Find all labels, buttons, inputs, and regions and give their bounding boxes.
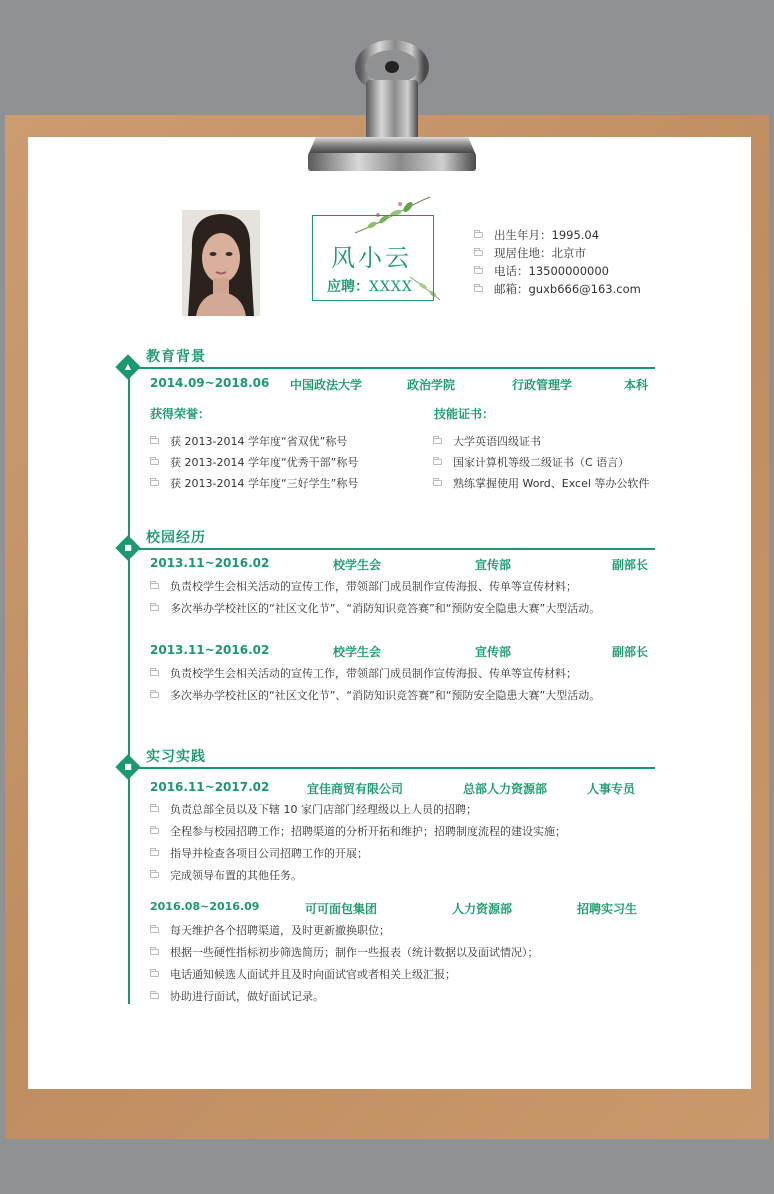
timeline-line xyxy=(128,357,130,1004)
internship-item xyxy=(150,800,477,818)
campus-text: 多次举办学校社区的“社区文化节”、“消防知识竞答赛”和“预防安全隐患大赛”大型活动。 xyxy=(170,689,601,702)
apply-value: XXXX xyxy=(369,279,413,295)
internship-text: 协助进行面试，做好面试记录。 xyxy=(170,990,324,1003)
campus-title: 校园经历 xyxy=(146,530,206,546)
info-phone xyxy=(474,262,641,280)
folder-bullet-icon xyxy=(433,480,442,486)
folder-bullet-icon xyxy=(474,250,483,256)
internship-item xyxy=(150,987,324,1005)
education-college: 政治学院 xyxy=(407,378,456,392)
internship-text: 全程参与校园招聘工作；招聘渠道的分析开拓和维护；招聘制度流程的建设实施； xyxy=(170,825,566,838)
internship-role: 招聘实习生 xyxy=(577,902,638,916)
folder-bullet-icon xyxy=(150,670,159,676)
folder-bullet-icon xyxy=(150,872,159,878)
internship-text: 根据一些硬性指标初步筛选简历；制作一些报表（统计数据以及面试情况）； xyxy=(170,946,539,959)
honor-item xyxy=(150,474,358,492)
folder-bullet-icon xyxy=(474,268,483,274)
section-divider xyxy=(137,548,655,550)
internship-dept: 人力资源部 xyxy=(452,902,513,916)
folder-bullet-icon xyxy=(150,692,159,698)
skill-text: 大学英语四级证书 xyxy=(453,435,541,448)
skill-item xyxy=(433,453,629,471)
section-divider xyxy=(137,767,655,769)
apply-label: 应聘： xyxy=(327,279,369,295)
campus-org: 校学生会 xyxy=(333,645,382,659)
folder-bullet-icon xyxy=(474,232,483,238)
briefcase-icon: ■ xyxy=(115,535,140,560)
campus-text: 负责校学生会相关活动的宣传工作，带领部门成员制作宣传海报、传单等宣传材料； xyxy=(170,580,577,593)
campus-period: 2013.11~2016.02 xyxy=(150,643,270,657)
internship-item xyxy=(150,965,456,983)
graduation-cap-icon: ▲ xyxy=(115,354,140,379)
campus-text: 负责校学生会相关活动的宣传工作，带领部门成员制作宣传海报、传单等宣传材料； xyxy=(170,667,577,680)
skill-text: 国家计算机等级二级证书（C 语言） xyxy=(453,456,630,469)
skill-item xyxy=(433,432,541,450)
campus-role: 副部长 xyxy=(612,558,649,572)
education-period: 2014.09~2018.06 xyxy=(150,376,270,390)
campus-dept: 宣传部 xyxy=(475,558,512,572)
skill-text: 熟练掌握使用 Word、Excel 等办公软件 xyxy=(453,477,650,490)
info-text: 邮箱：guxb666@163.com xyxy=(494,282,641,296)
section-divider xyxy=(137,367,655,369)
honor-text: 获 2013-2014 学年度“省双优”称号 xyxy=(170,435,348,448)
info-location xyxy=(474,244,641,262)
info-birth xyxy=(474,226,641,244)
folder-bullet-icon xyxy=(150,459,159,465)
internship-item xyxy=(150,866,302,884)
folder-bullet-icon xyxy=(150,828,159,834)
internship-title: 实习实践 xyxy=(146,749,206,765)
apply-position xyxy=(327,276,413,296)
honor-item xyxy=(150,432,347,450)
campus-role: 副部长 xyxy=(612,645,649,659)
folder-bullet-icon xyxy=(150,438,159,444)
internship-text: 完成领导布置的其他任务。 xyxy=(170,869,302,882)
folder-bullet-icon xyxy=(150,480,159,486)
internship-item xyxy=(150,822,566,840)
internship-item xyxy=(150,921,390,939)
binder-clip-icon xyxy=(300,25,480,185)
internship-text: 负责总部全员以及下辖 10 家门店部门经理级以上人员的招聘； xyxy=(170,803,477,816)
campus-org: 校学生会 xyxy=(333,558,382,572)
name-card xyxy=(312,215,434,301)
campus-text: 多次举办学校社区的“社区文化节”、“消防知识竞答赛”和“预防安全隐患大赛”大型活动。 xyxy=(170,602,601,615)
campus-item xyxy=(150,664,577,682)
personal-info xyxy=(474,226,641,298)
campus-dept: 宣传部 xyxy=(475,645,512,659)
internship-item xyxy=(150,844,368,862)
internship-text: 电话通知候选人面试并且及时向面试官或者相关上级汇报； xyxy=(170,968,456,981)
honors-title: 获得荣誉： xyxy=(150,407,211,421)
folder-bullet-icon xyxy=(433,459,442,465)
honor-item xyxy=(150,453,358,471)
info-text: 电话：13500000000 xyxy=(494,264,609,278)
folder-bullet-icon xyxy=(474,286,483,292)
internship-text: 指导并检查各项目公司招聘工作的开展； xyxy=(170,847,368,860)
info-text: 现居住地：北京市 xyxy=(494,246,586,260)
folder-bullet-icon xyxy=(433,438,442,444)
skill-item xyxy=(433,474,649,492)
education-degree: 本科 xyxy=(624,378,649,392)
internship-item xyxy=(150,943,539,961)
folder-bullet-icon xyxy=(150,949,159,955)
campus-item xyxy=(150,577,577,595)
education-title: 教育背景 xyxy=(146,349,206,365)
briefcase-icon: ■ xyxy=(115,754,140,779)
profile-photo xyxy=(182,210,260,316)
folder-bullet-icon xyxy=(150,583,159,589)
folder-bullet-icon xyxy=(150,806,159,812)
info-email xyxy=(474,280,641,298)
education-school: 中国政法大学 xyxy=(290,378,363,392)
internship-period: 2016.08~2016.09 xyxy=(150,900,260,913)
folder-bullet-icon xyxy=(150,927,159,933)
candidate-name: 风小云 xyxy=(331,244,412,272)
internship-role: 人事专员 xyxy=(587,782,636,796)
honor-text: 获 2013-2014 学年度“三好学生”称号 xyxy=(170,477,359,490)
internship-org: 可可面包集团 xyxy=(305,902,378,916)
folder-bullet-icon xyxy=(150,850,159,856)
internship-org: 宜佳商贸有限公司 xyxy=(307,782,404,796)
campus-item xyxy=(150,686,600,704)
folder-bullet-icon xyxy=(150,993,159,999)
folder-bullet-icon xyxy=(150,605,159,611)
skills-title: 技能证书： xyxy=(434,407,495,421)
education-major: 行政管理学 xyxy=(512,378,573,392)
internship-dept: 总部人力资源部 xyxy=(463,782,548,796)
folder-bullet-icon xyxy=(150,971,159,977)
internship-period: 2016.11~2017.02 xyxy=(150,780,270,794)
internship-text: 每天维护各个招聘渠道，及时更新撤换职位； xyxy=(170,924,390,937)
campus-period: 2013.11~2016.02 xyxy=(150,556,270,570)
info-text: 出生年月：1995.04 xyxy=(494,228,600,242)
honor-text: 获 2013-2014 学年度“优秀干部”称号 xyxy=(170,456,359,469)
campus-item xyxy=(150,599,600,617)
